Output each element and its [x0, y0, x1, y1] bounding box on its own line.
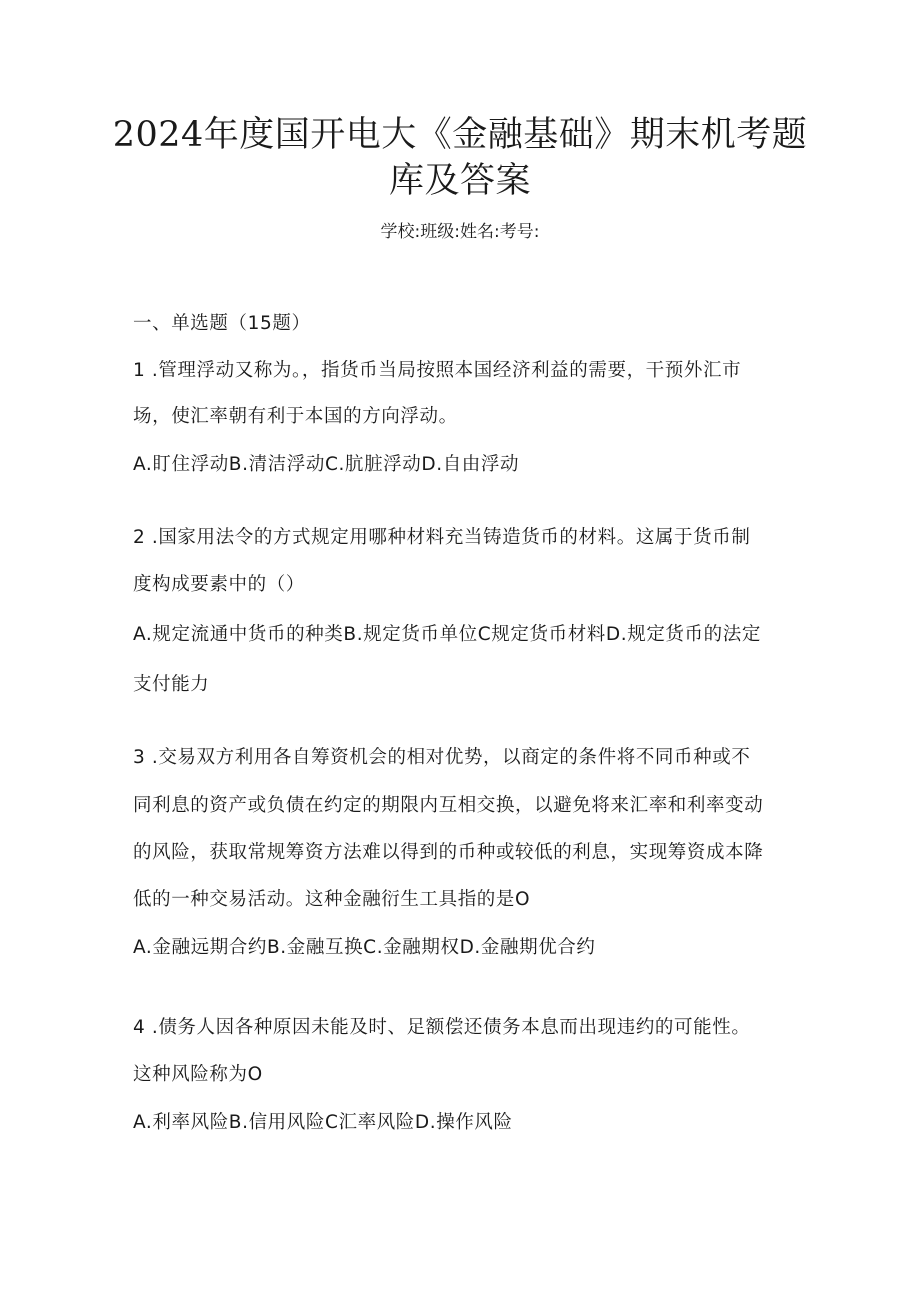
question-3-options: A.金融远期合约B.金融互换C.金融期权D.金融期优合约	[133, 937, 596, 958]
question-2-stem-line-1: 2 .国家用法令的方式规定用哪种材料充当铸造货币的材料。这属于货币制	[133, 527, 751, 548]
question-2-options-line-1: A.规定流通中货币的种类B.规定货币单位C规定货币材料D.规定货币的法定	[133, 624, 761, 645]
question-4-stem-line-1: 4 .债务人因各种原因未能及时、足额偿还债务本息而出现违约的可能性。	[133, 1017, 751, 1038]
question-3-stem-line-1: 3 .交易双方利用各自筹资机会的相对优势，以商定的条件将不同币种或不	[133, 747, 751, 768]
question-4-options: A.利率风险B.信用风险C汇率风险D.操作风险	[133, 1112, 513, 1133]
question-3-stem-line-4: 低的一种交易活动。这种金融衍生工具指的是O	[133, 889, 531, 910]
question-2-stem-line-2: 度构成要素中的（）	[133, 574, 305, 595]
section-heading: 一、单选题（15题）	[133, 313, 311, 334]
question-3-stem-line-2: 同利息的资产或负债在约定的期限内互相交换，以避免将来汇率和利率变动	[133, 795, 764, 816]
student-info-line: 学校:班级:姓名:考号:	[380, 222, 540, 242]
question-3-stem-line-3: 的风险，获取常规筹资方法难以得到的币种或较低的利息，实现筹资成本降	[133, 842, 764, 863]
document-title-line-1: 2024年度国开电大《金融基础》期末机考题	[112, 115, 808, 155]
question-1-stem-line-1: 1 .管理浮动又称为。，指货币当局按照本国经济利益的需要，干预外汇市	[133, 360, 742, 381]
question-1-options: A.盯住浮动B.清洁浮动C.肮脏浮动D.自由浮动	[133, 454, 520, 475]
question-1-stem-line-2: 场，使汇率朝有利于本国的方向浮动。	[133, 406, 458, 427]
question-2-options-line-2: 支付能力	[133, 674, 210, 695]
document-title-line-2: 库及答案	[388, 161, 531, 201]
question-4-stem-line-2: 这种风险称为O	[133, 1064, 263, 1085]
